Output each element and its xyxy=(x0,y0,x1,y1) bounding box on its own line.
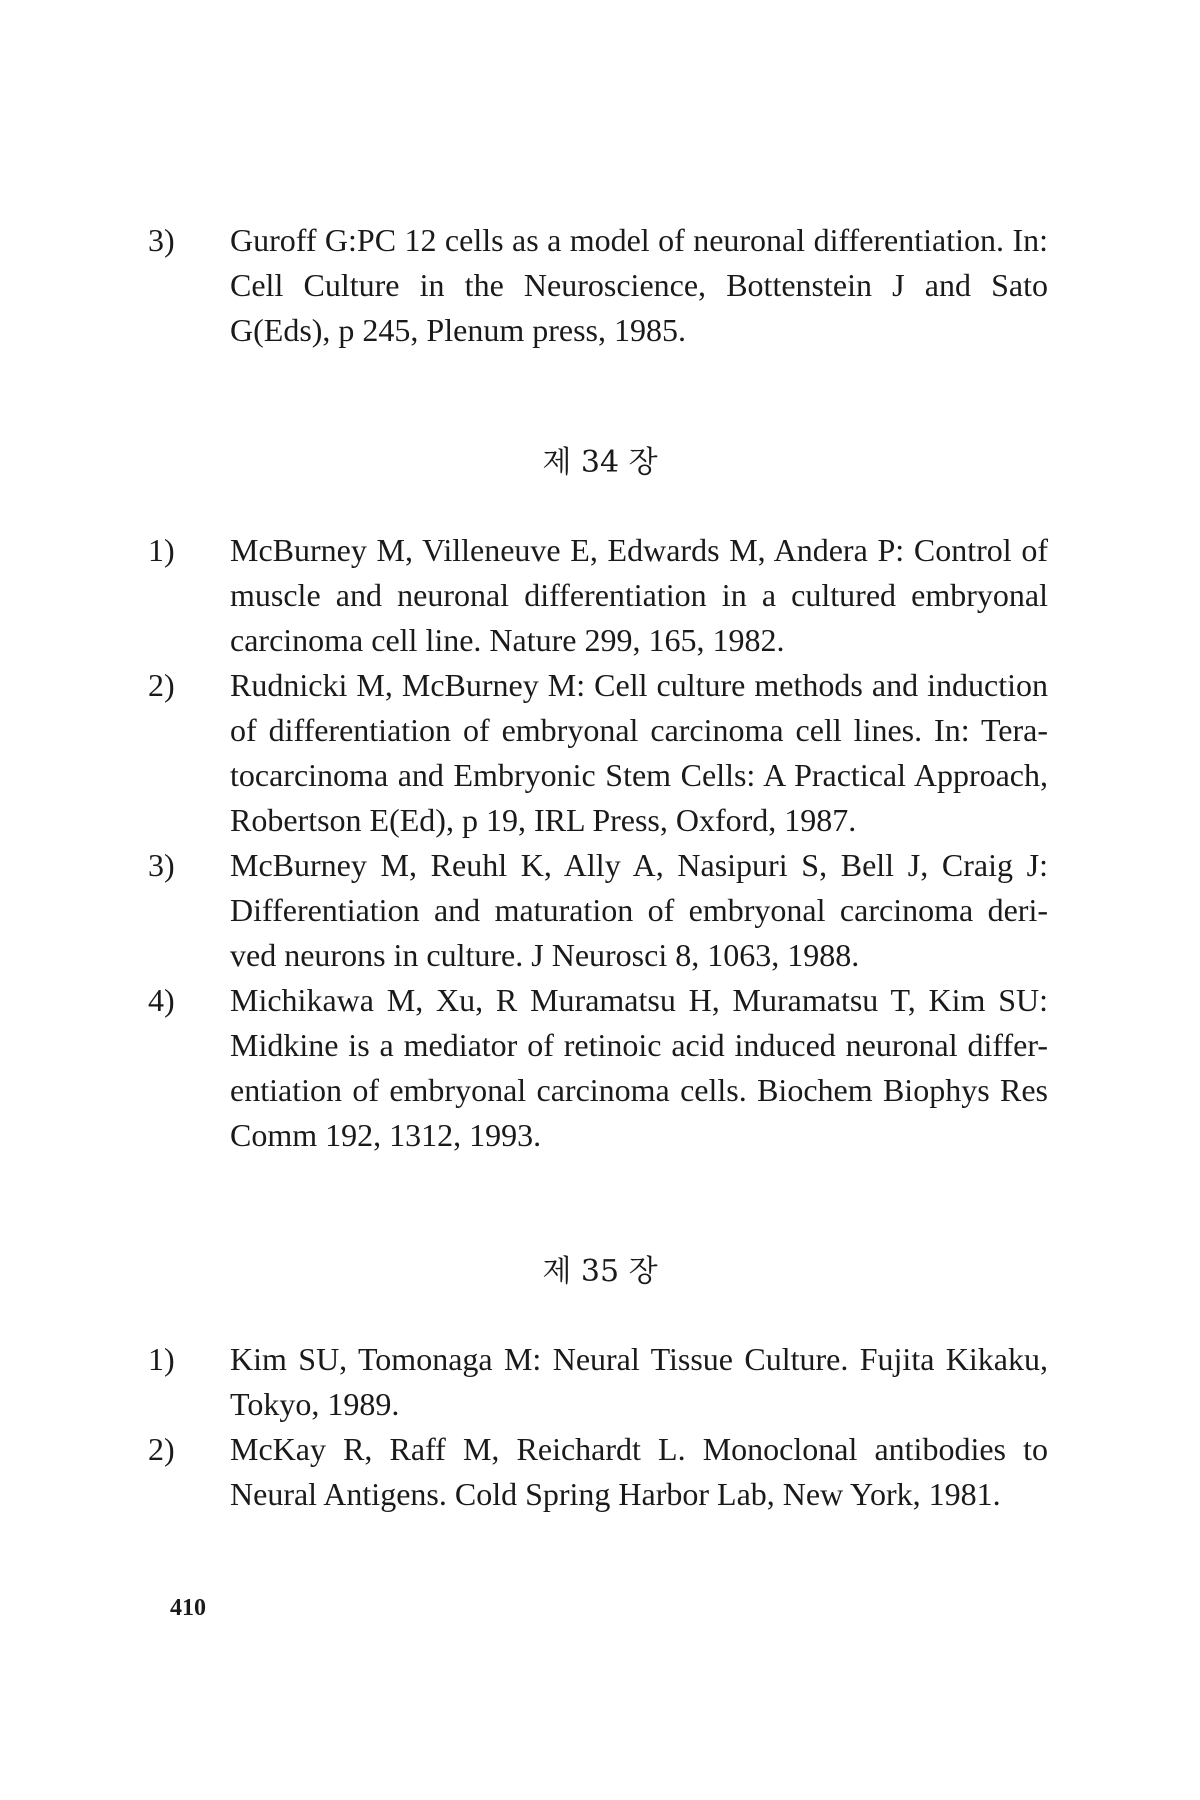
reference-item xyxy=(148,843,1048,978)
reference-text: McKay R, Raff M, Reichardt L. Monoclonal antibodies to Neural Antigens. Cold Spring Harbor Lab, New York, 1981. xyxy=(230,1431,1048,1512)
reference-item xyxy=(148,528,1048,663)
reference-number: 2) xyxy=(148,1431,175,1467)
reference-number: 4) xyxy=(148,982,175,1018)
reference-list-continued xyxy=(148,218,1048,353)
page-number: 410 xyxy=(170,1595,206,1621)
reference-text: McBurney M, Reuhl K, Ally A, Nasipuri S, Bell J, Craig J: Differentiation and maturation of embryonal carcinoma deri-ved neurons in culture. J Neurosci 8, 1063, 1988. xyxy=(230,847,1048,973)
reference-text: McBurney M, Villeneuve E, Edwards M, Andera P: Control of muscle and neuronal differentiation in a cultured embryonal carcinoma cell line. Nature 299, 165, 1982. xyxy=(230,532,1048,658)
reference-number: 1) xyxy=(148,1341,175,1377)
reference-item xyxy=(148,663,1048,843)
chapter-34-heading: 제 34 장 xyxy=(542,445,658,480)
reference-number: 3) xyxy=(148,222,175,258)
reference-number: 3) xyxy=(148,847,175,883)
chapter-35-reference-list xyxy=(148,1337,1048,1517)
chapter-35-heading: 제 35 장 xyxy=(542,1254,658,1289)
reference-item xyxy=(148,1337,1048,1427)
reference-text: Guroff G:PC 12 cells as a model of neuronal differentiation. In: Cell Culture in the Neuroscience, Bottenstein J and Sato G(Eds), p 245, Plenum press, 1985. xyxy=(230,222,1048,348)
chapter-34-reference-list xyxy=(148,528,1048,1158)
reference-text: Michikawa M, Xu, R Muramatsu H, Muramatsu T, Kim SU: Midkine is a mediator of retinoic acid induced neuronal differ-entiation of embryonal carcinoma cells. Biochem Biophys Res Comm 192, 1312, 1993. xyxy=(230,982,1048,1153)
reference-number: 1) xyxy=(148,532,175,568)
reference-number: 2) xyxy=(148,667,175,703)
reference-item xyxy=(148,978,1048,1158)
reference-item xyxy=(148,218,1048,353)
reference-item xyxy=(148,1427,1048,1517)
reference-text: Rudnicki M, McBurney M: Cell culture methods and induction of differentiation of embryonal carcinoma cell lines. In: Tera-tocarcinoma and Embryonic Stem Cells: A Practical Approach, Robertson E(Ed), p 19, IRL Press, Oxford, 1987. xyxy=(230,667,1048,838)
reference-text: Kim SU, Tomonaga M: Neural Tissue Culture. Fujita Kikaku, Tokyo, 1989. xyxy=(230,1341,1048,1422)
